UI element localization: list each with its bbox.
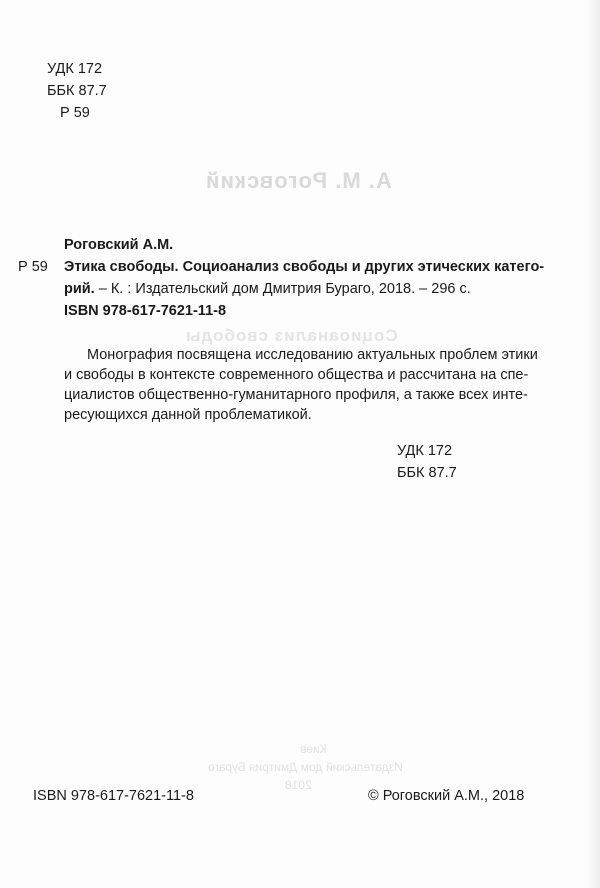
catalog-author-mark: Р 59 bbox=[18, 259, 48, 275]
show-through-subtitle: Социоанализ свободы bbox=[185, 326, 398, 345]
bbk-code-bottom: ББК 87.7 bbox=[397, 465, 457, 481]
bbk-code-top: ББК 87.7 bbox=[47, 83, 107, 99]
show-through-author: А. М. Роговский bbox=[205, 168, 392, 193]
abstract-line: ресующихся данной проблематикой. bbox=[64, 407, 312, 423]
catalog-isbn: ISBN 978-617-7621-11-8 bbox=[64, 303, 227, 319]
udk-code-top: УДК 172 bbox=[47, 61, 103, 77]
catalog-title-line-2 bbox=[64, 279, 471, 299]
copyright: © Роговский А.М., 2018 bbox=[368, 788, 525, 804]
page-edge-shadow bbox=[586, 0, 600, 888]
catalog-author: Роговский А.М. bbox=[64, 237, 174, 253]
abstract bbox=[64, 345, 564, 425]
abstract-line: и свободы в контексте современного общества и рассчитана на спе- bbox=[64, 367, 529, 383]
show-through-city: Киев bbox=[300, 742, 327, 756]
catalog-title-end: рий. bbox=[64, 281, 95, 297]
abstract-line: Монография посвящена исследованию актуальных проблем этики bbox=[87, 347, 538, 363]
bottom-isbn: ISBN 978-617-7621-11-8 bbox=[33, 788, 194, 804]
catalog-title-line-1: Этика свободы. Социоанализ свободы и других этических катего- bbox=[64, 259, 545, 275]
catalog-imprint: – К. : Издательский дом Дмитрия Бураго, 2018. – 296 с. bbox=[94, 281, 471, 297]
author-mark-top: Р 59 bbox=[60, 105, 90, 121]
show-through-year: 2018 bbox=[285, 778, 312, 792]
abstract-line: циалистов общественно-гуманитарного профиля, а также всех инте- bbox=[64, 387, 528, 403]
udk-code-bottom: УДК 172 bbox=[397, 443, 453, 459]
show-through-publisher: Издательский дом Дмитрия Бураго bbox=[208, 760, 403, 774]
